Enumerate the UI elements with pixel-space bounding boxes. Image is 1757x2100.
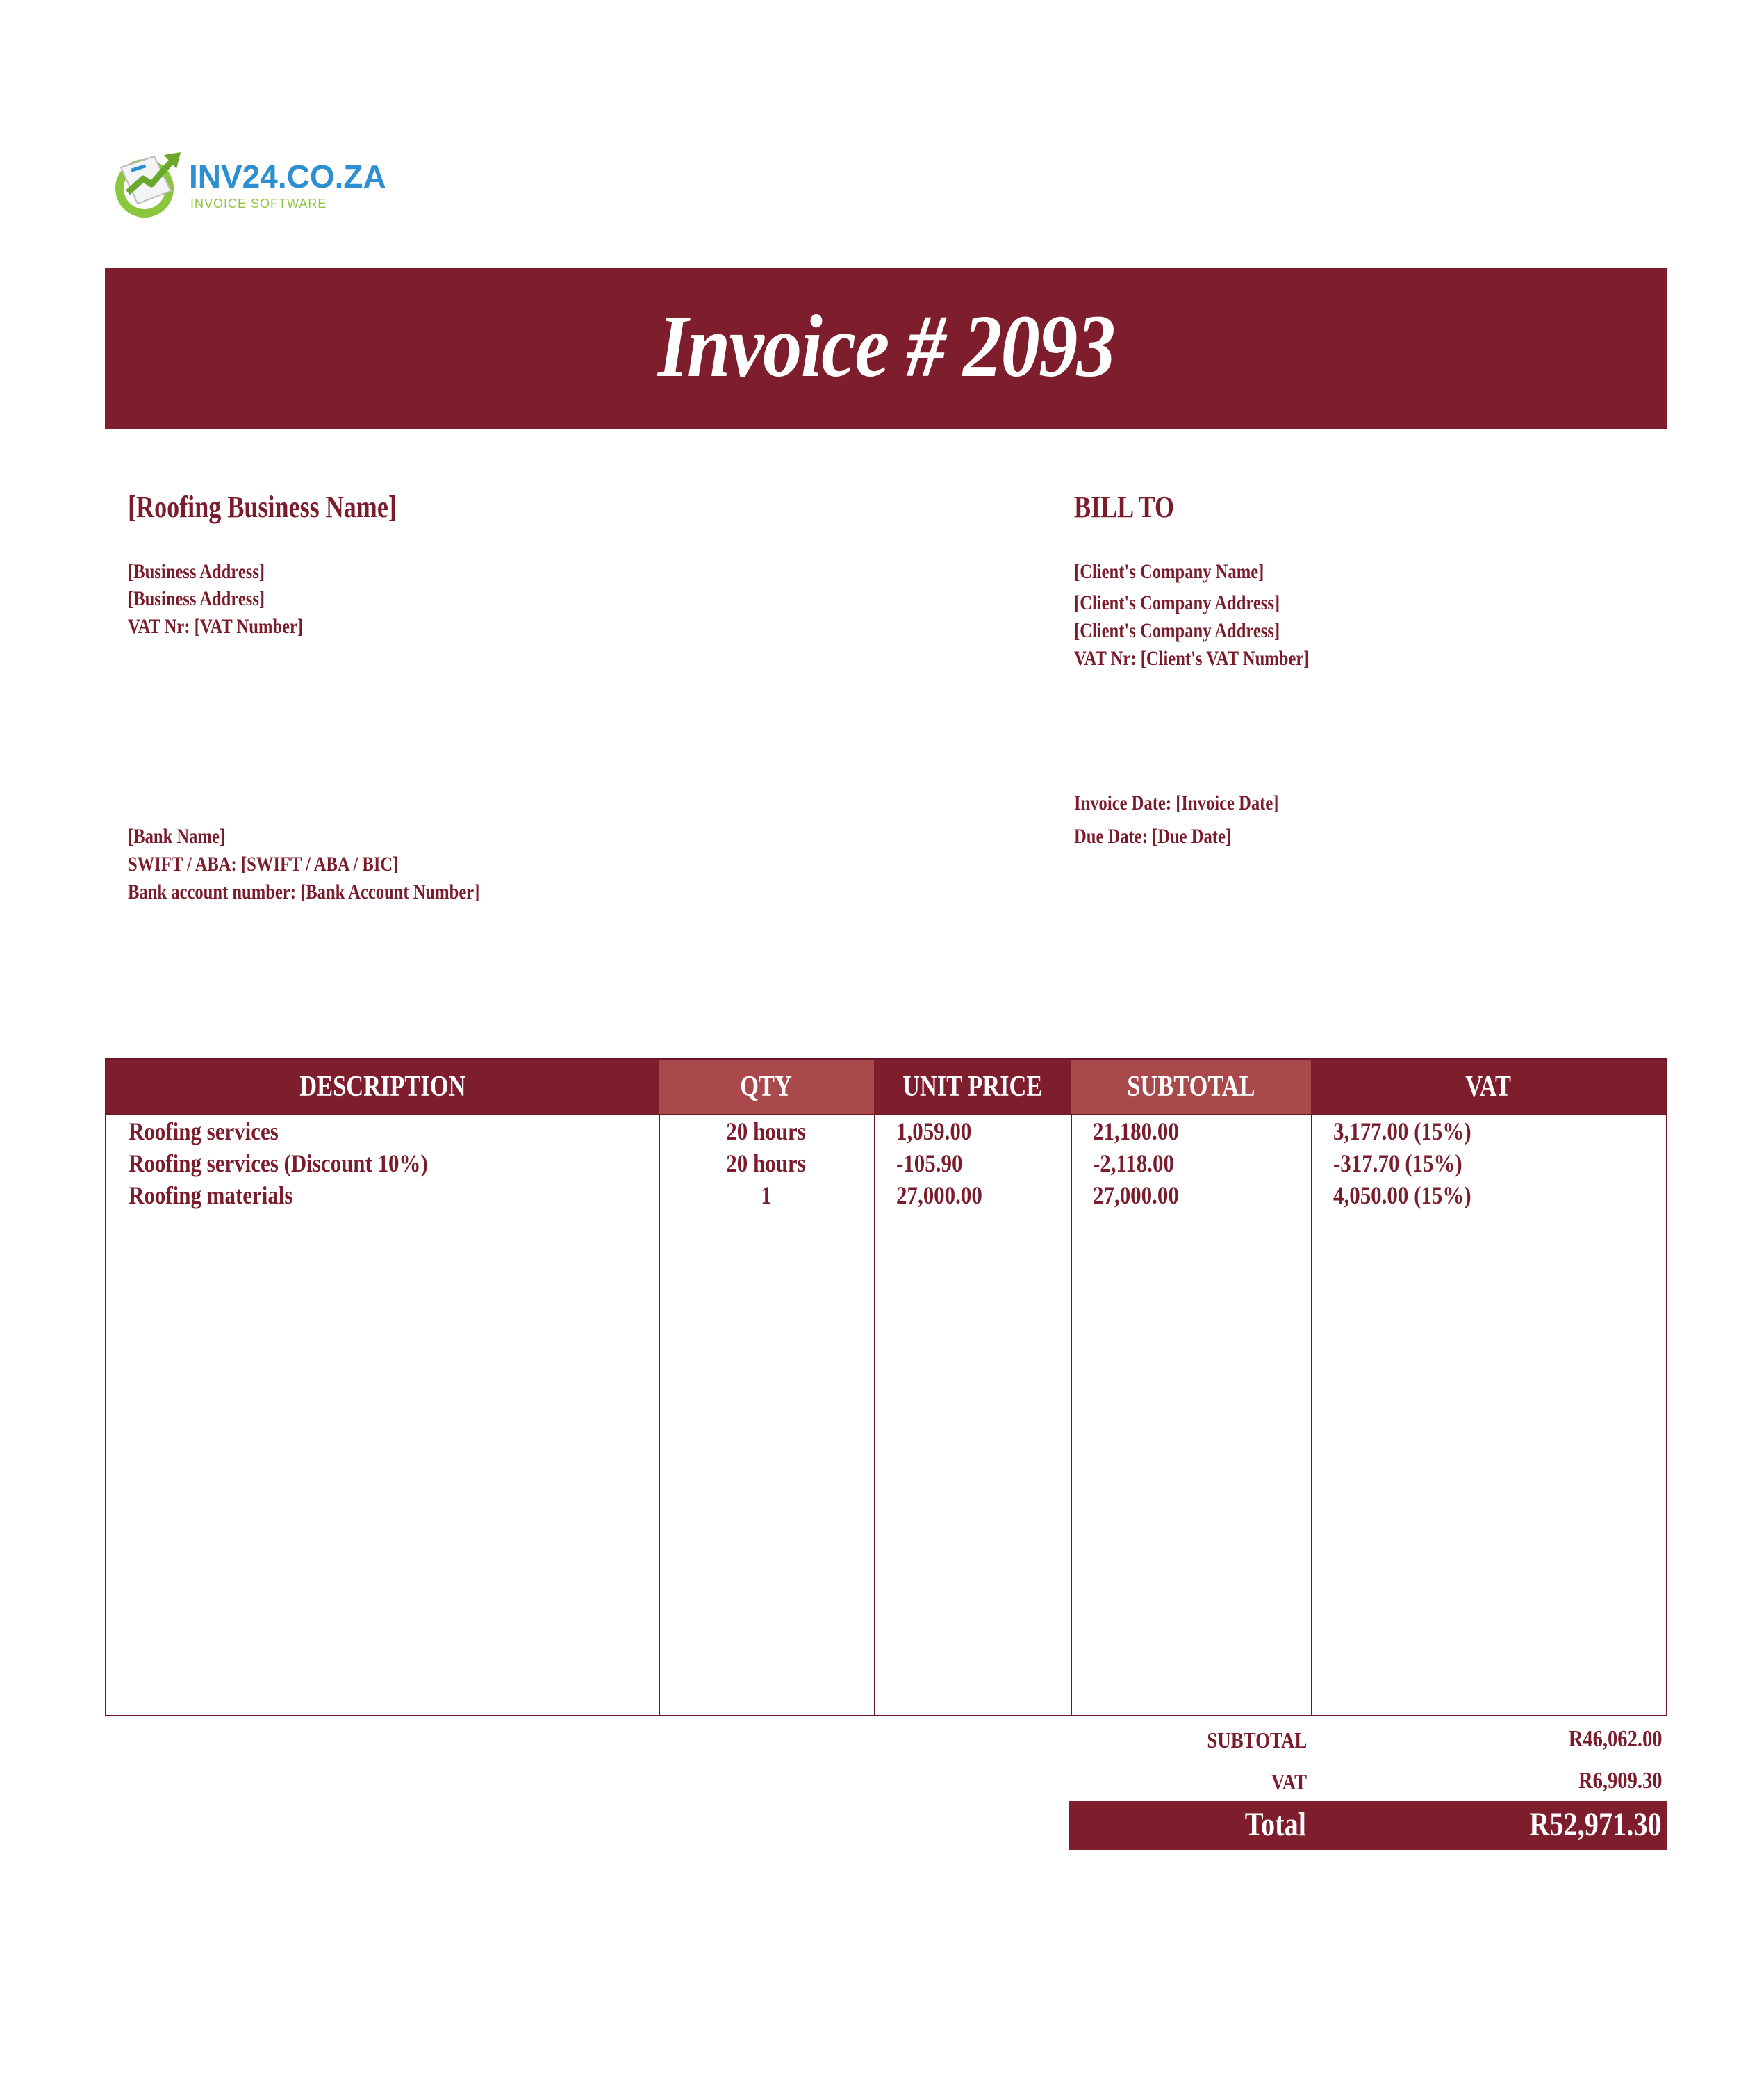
- row-3-qty: 1: [761, 1181, 772, 1209]
- logo-tagline: INVOICE SOFTWARE: [190, 197, 327, 211]
- bank-swift: SWIFT / ABA: [SWIFT / ABA / BIC]: [128, 853, 399, 876]
- column-divider: [874, 1114, 875, 1715]
- row-1-subtotal: 21,180.00: [1093, 1117, 1179, 1145]
- row-1-vat: 3,177.00 (15%): [1333, 1117, 1471, 1145]
- bank-name: [Bank Name]: [128, 825, 226, 848]
- row-3-subtotal: 27,000.00: [1093, 1181, 1179, 1209]
- row-2-vat: -317.70 (15%): [1333, 1149, 1462, 1177]
- logo: [111, 148, 386, 224]
- row-1-description: Roofing services: [129, 1117, 279, 1145]
- total-banner: [1069, 1801, 1667, 1850]
- header-vat: VAT: [1311, 1060, 1666, 1114]
- due-date: Due Date: [Due Date]: [1074, 825, 1232, 848]
- row-1-unit-price: 1,059.00: [896, 1117, 972, 1145]
- column-divider: [1071, 1114, 1072, 1715]
- seller-vat: VAT Nr: [VAT Number]: [128, 615, 304, 638]
- client-address-1: [Client's Company Address]: [1074, 591, 1280, 614]
- header-divider: [106, 1114, 1666, 1115]
- header-unit-price: UNIT PRICE: [874, 1060, 1071, 1114]
- row-2-unit-price: -105.90: [896, 1149, 963, 1177]
- bill-to-heading: BILL TO: [1074, 490, 1175, 524]
- subtotal-value: R46,062.00: [1569, 1726, 1663, 1752]
- seller-address-1: [Business Address]: [128, 560, 265, 583]
- bank-account: Bank account number: [Bank Account Number]: [128, 880, 480, 903]
- invoice-title: Invoice # 2093: [657, 297, 1115, 395]
- row-3-unit-price: 27,000.00: [896, 1181, 982, 1209]
- client-company: [Client's Company Name]: [1074, 560, 1264, 583]
- header-qty: QTY: [659, 1060, 874, 1114]
- invoice-date: Invoice Date: [Invoice Date]: [1074, 791, 1279, 814]
- total-label: Total: [1244, 1806, 1306, 1843]
- logo-name: INV24.CO.ZA: [189, 158, 386, 195]
- seller-name: [Roofing Business Name]: [128, 490, 397, 524]
- header-subtotal: SUBTOTAL: [1071, 1060, 1311, 1114]
- client-vat: VAT Nr: [Client's VAT Number]: [1074, 647, 1310, 670]
- row-2-subtotal: -2,118.00: [1093, 1149, 1174, 1177]
- vat-value: R6,909.30: [1578, 1768, 1663, 1794]
- items-table: [105, 1058, 1667, 1716]
- subtotal-label: SUBTOTAL: [1207, 1728, 1307, 1753]
- vat-label: VAT: [1271, 1769, 1307, 1794]
- row-2-description: Roofing services (Discount 10%): [129, 1149, 428, 1177]
- title-banner: [105, 268, 1667, 429]
- column-divider: [1311, 1114, 1312, 1715]
- invoice-arrow-icon: [111, 148, 184, 220]
- row-3-description: Roofing materials: [129, 1181, 293, 1209]
- header-description: DESCRIPTION: [106, 1060, 659, 1114]
- row-2-qty: 20 hours: [726, 1149, 807, 1177]
- row-3-vat: 4,050.00 (15%): [1333, 1181, 1471, 1209]
- seller-address-2: [Business Address]: [128, 587, 265, 610]
- client-address-2: [Client's Company Address]: [1074, 619, 1280, 642]
- total-value: R52,971.30: [1529, 1806, 1662, 1843]
- row-1-qty: 20 hours: [726, 1117, 807, 1145]
